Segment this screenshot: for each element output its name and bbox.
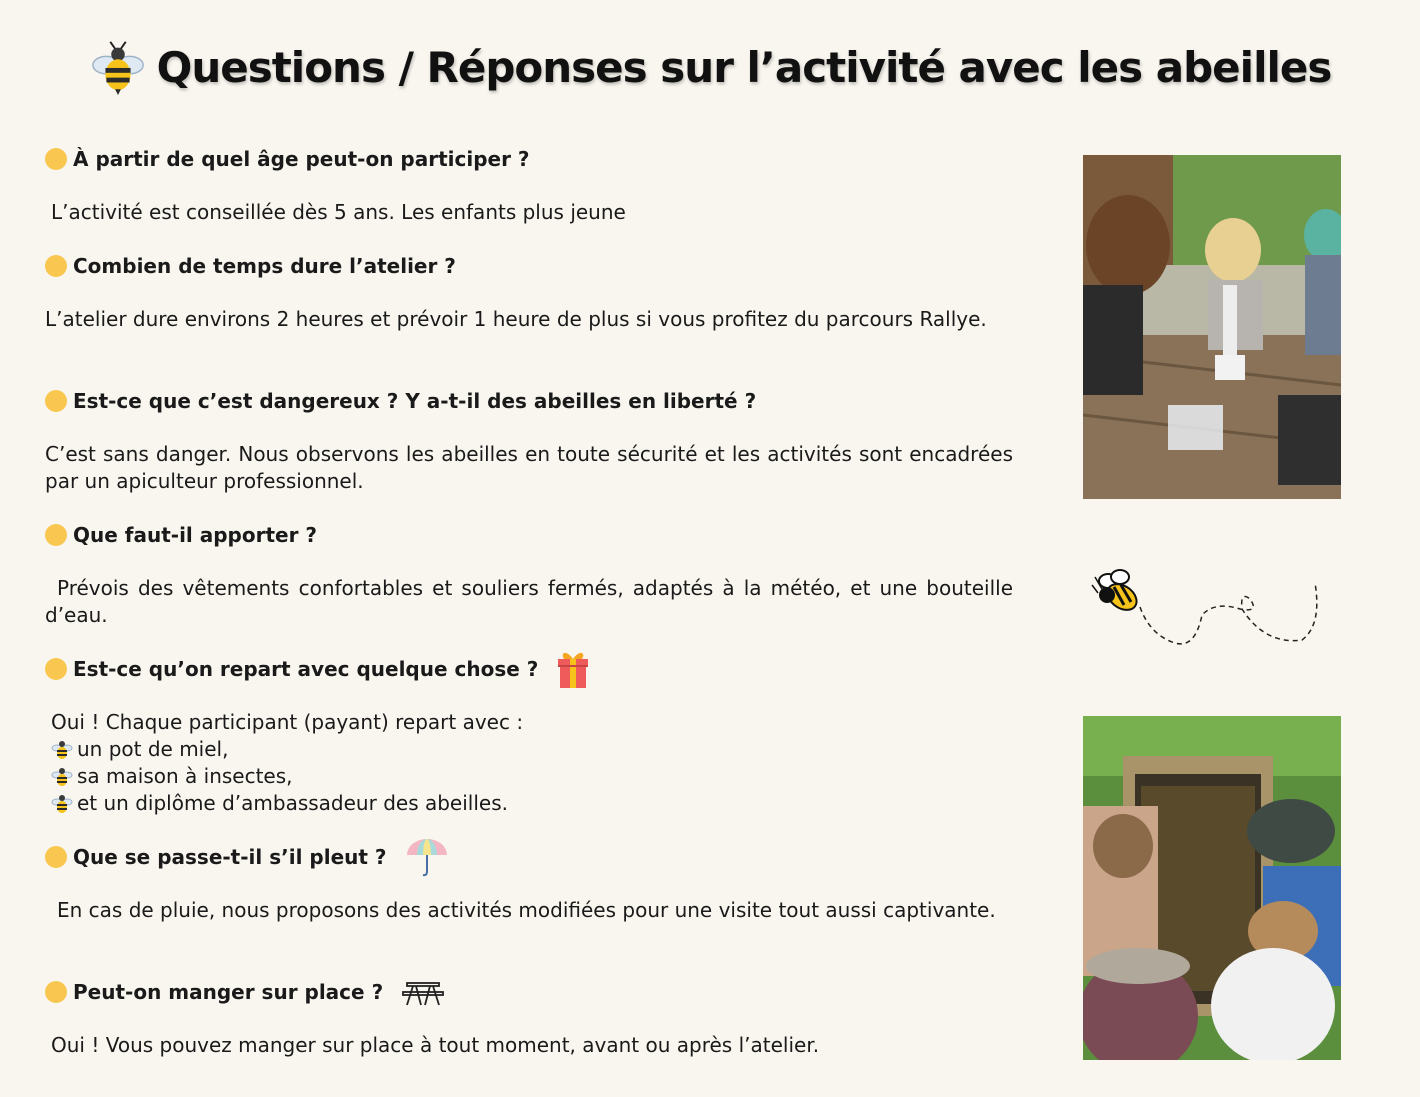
list-item: [45, 790, 1013, 817]
faq-item: [45, 978, 1013, 1059]
faq-item: [45, 387, 1013, 495]
faq-answer: [45, 709, 1013, 817]
bee-icon: [89, 38, 147, 96]
faq-question-text: Combien de temps dure l’atelier ?: [73, 254, 456, 278]
bullet-dot: [45, 255, 67, 277]
bee-icon: [51, 793, 73, 815]
faq-question-text: À partir de quel âge peut-on participer ?: [73, 147, 530, 171]
faq-answer-intro: Oui ! Chaque participant (payant) repart avec :: [51, 710, 524, 734]
faq-question: [45, 521, 1013, 549]
list-item: [45, 736, 1013, 763]
faq-question-text: Que se passe-t-il s’il pleut ?: [73, 845, 387, 869]
faq-item: [45, 521, 1013, 629]
bee-icon: [51, 766, 73, 788]
bullet-dot: [45, 658, 67, 680]
umbrella-icon: [405, 837, 449, 877]
faq-answer: L’atelier dure environs 2 heures et prévoir 1 heure de plus si vous profitez du parcours Rallye.: [45, 307, 987, 331]
list-item-text: sa maison à insectes,: [77, 764, 293, 788]
faq-question: [45, 843, 1013, 871]
faq-question: [45, 387, 1013, 415]
bullet-dot: [45, 390, 67, 412]
children-observation-hive-photo: [1083, 716, 1341, 1060]
faq-question-text: Est-ce que c’est dangereux ? Y a-t-il des abeilles en liberté ?: [73, 389, 757, 413]
faq-answer: Prévois des vêtements confortables et souliers fermés, adaptés à la météo, et une bouteille d’eau.: [45, 576, 1013, 627]
faq-answer: L’activité est conseillée dès 5 ans. Les enfants plus jeune: [51, 200, 626, 224]
faq-question-text: Que faut-il apporter ?: [73, 523, 318, 547]
faq-question: [45, 145, 1013, 173]
list-item-text: un pot de miel,: [77, 737, 229, 761]
bullet-dot: [45, 524, 67, 546]
page-title: Questions / Réponses sur l’activité avec les abeilles: [156, 42, 1332, 92]
faq-answer: Oui ! Vous pouvez manger sur place à tout moment, avant ou après l’atelier.: [51, 1033, 820, 1057]
faq-item: [45, 145, 1013, 226]
list-item: [45, 763, 1013, 790]
faq-item: [45, 843, 1013, 924]
faq-answer: C’est sans danger. Nous observons les abeilles en toute sécurité et les activités sont encadrées par un apiculteur professionnel.: [45, 442, 1013, 493]
bee-icon: [51, 739, 73, 761]
list-item-text: et un diplôme d’ambassadeur des abeilles.: [77, 791, 508, 815]
gift-icon: [556, 649, 590, 689]
bullet-dot: [45, 148, 67, 170]
faq-item: [45, 252, 1013, 333]
faq-question-text: Est-ce qu’on repart avec quelque chose ?: [73, 657, 539, 681]
faq-question-text: Peut-on manger sur place ?: [73, 980, 384, 1004]
faq-question: [45, 655, 1013, 683]
faq-question: [45, 978, 1013, 1006]
bullet-dot: [45, 981, 67, 1003]
bullet-dot: [45, 846, 67, 868]
children-microscope-photo: [1083, 155, 1341, 499]
title-row: [0, 38, 1420, 96]
picnic-table-icon: [401, 977, 445, 1007]
faq-question: [45, 252, 1013, 280]
bee-flight-path-icon: [1090, 565, 1325, 650]
faq-item: [45, 655, 1013, 817]
faq-answer: En cas de pluie, nous proposons des activités modifiées pour une visite tout aussi captivante.: [57, 898, 996, 922]
